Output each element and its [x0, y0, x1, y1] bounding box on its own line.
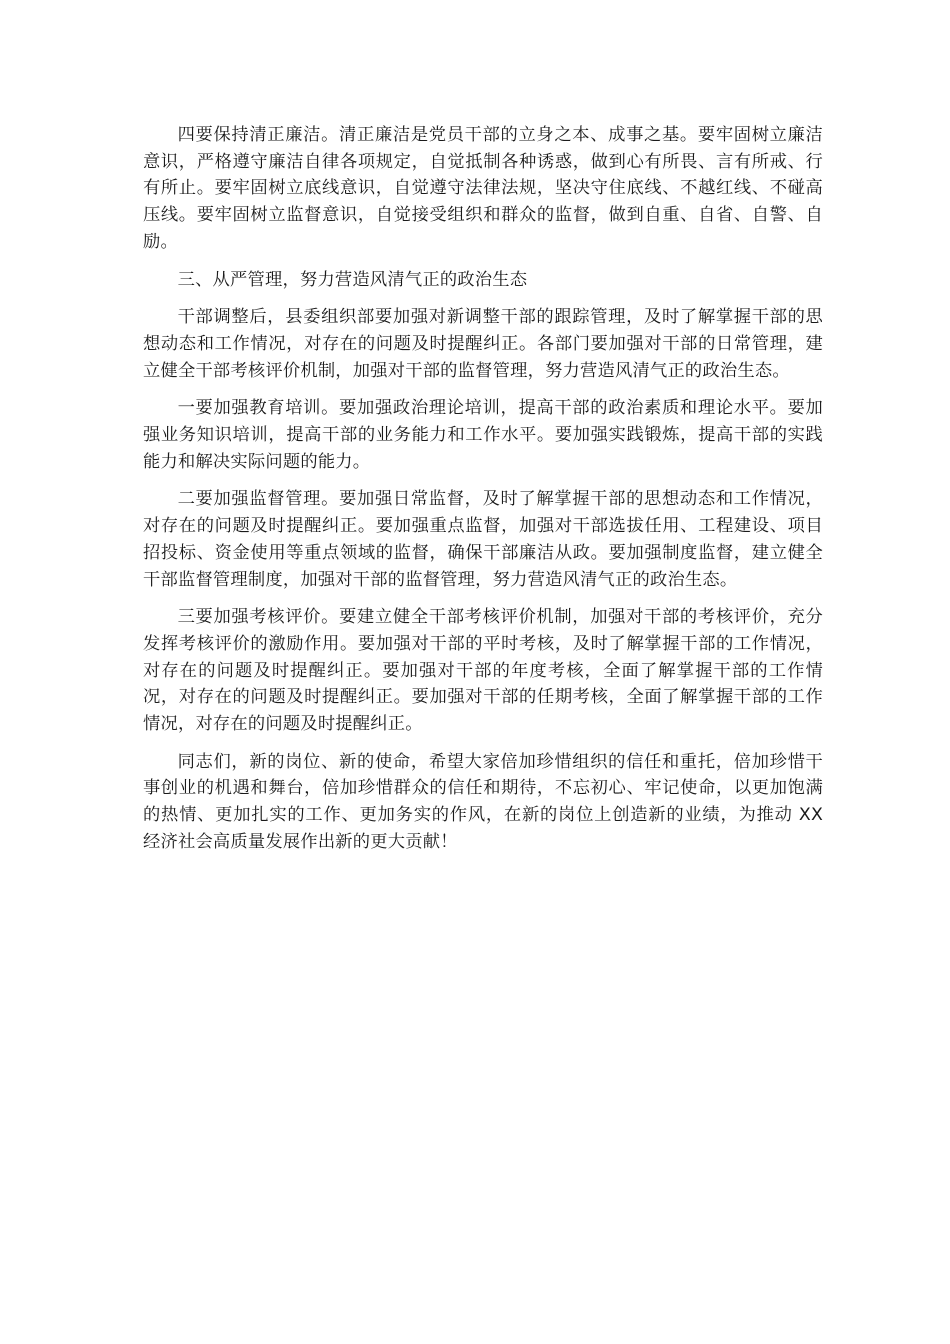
paragraph-integrity: 四要保持清正廉洁。清正廉洁是党员干部的立身之本、成事之基。要牢固树立廉洁意识，严格遵守廉洁自律各项规定，自觉抵制各种诱惑，做到心有所畏、言有所戒、行有所止。要牢固树立底线意识，自觉遵守法律法规，坚决守住底线、不越红线、不碰高压线。要牢固树立监督意识，自觉接受组织和群众的监督，做到自重、自省、自警、自励。: [143, 125, 823, 252]
paragraph-supervision: 二要加强监督管理。要加强日常监督，及时了解掌握干部的思想动态和工作情况，对存在的问题及时提醒纠正。要加强重点监督，加强对干部选拔任用、工程建设、项目招投标、资金使用等重点领域的监督，确保干部廉洁从政。要加强制度监督，建立健全干部监督管理制度，加强对干部的监督管理，努力营造风清气正的政治生态。: [143, 489, 823, 590]
paragraph-assessment: 三要加强考核评价。要建立健全干部考核评价机制，加强对干部的考核评价，充分发挥考核评价的激励作用。要加强对干部的平时考核，及时了解掌握干部的工作情况，对存在的问题及时提醒纠正。要加强对干部的年度考核，全面了解掌握干部的工作情况，对存在的问题及时提醒纠正。要加强对干部的任期考核，全面了解掌握干部的工作情况，对存在的问题及时提醒纠正。: [143, 607, 823, 735]
section-heading-strict-management: 三、从严管理，努力营造风清气正的政治生态: [177, 269, 528, 290]
document-page: [143, 122, 823, 867]
paragraph-education-training: 一要加强教育培训。要加强政治理论培训，提高干部的政治素质和理论水平。要加强业务知识培训，提高干部的业务能力和工作水平。要加强实践锻炼，提高干部的实践能力和解决实际问题的能力。: [143, 398, 823, 472]
paragraph-tracking-management: 干部调整后，县委组织部要加强对新调整干部的跟踪管理，及时了解掌握干部的思想动态和工作情况，对存在的问题及时提醒纠正。各部门要加强对干部的日常管理，建立健全干部考核评价机制，加强对干部的监督管理，努力营造风清气正的政治生态。: [143, 307, 823, 381]
paragraph-closing: 同志们，新的岗位、新的使命，希望大家倍加珍惜组织的信任和重托，倍加珍惜干事创业的机遇和舞台，倍加珍惜群众的信任和期待，不忘初心、牢记使命，以更加饱满的热情、更加扎实的工作、更加务实的作风，在新的岗位上创造新的业绩，为推动 XX 经济社会高质量发展作出新的更大贡献！: [143, 751, 823, 852]
